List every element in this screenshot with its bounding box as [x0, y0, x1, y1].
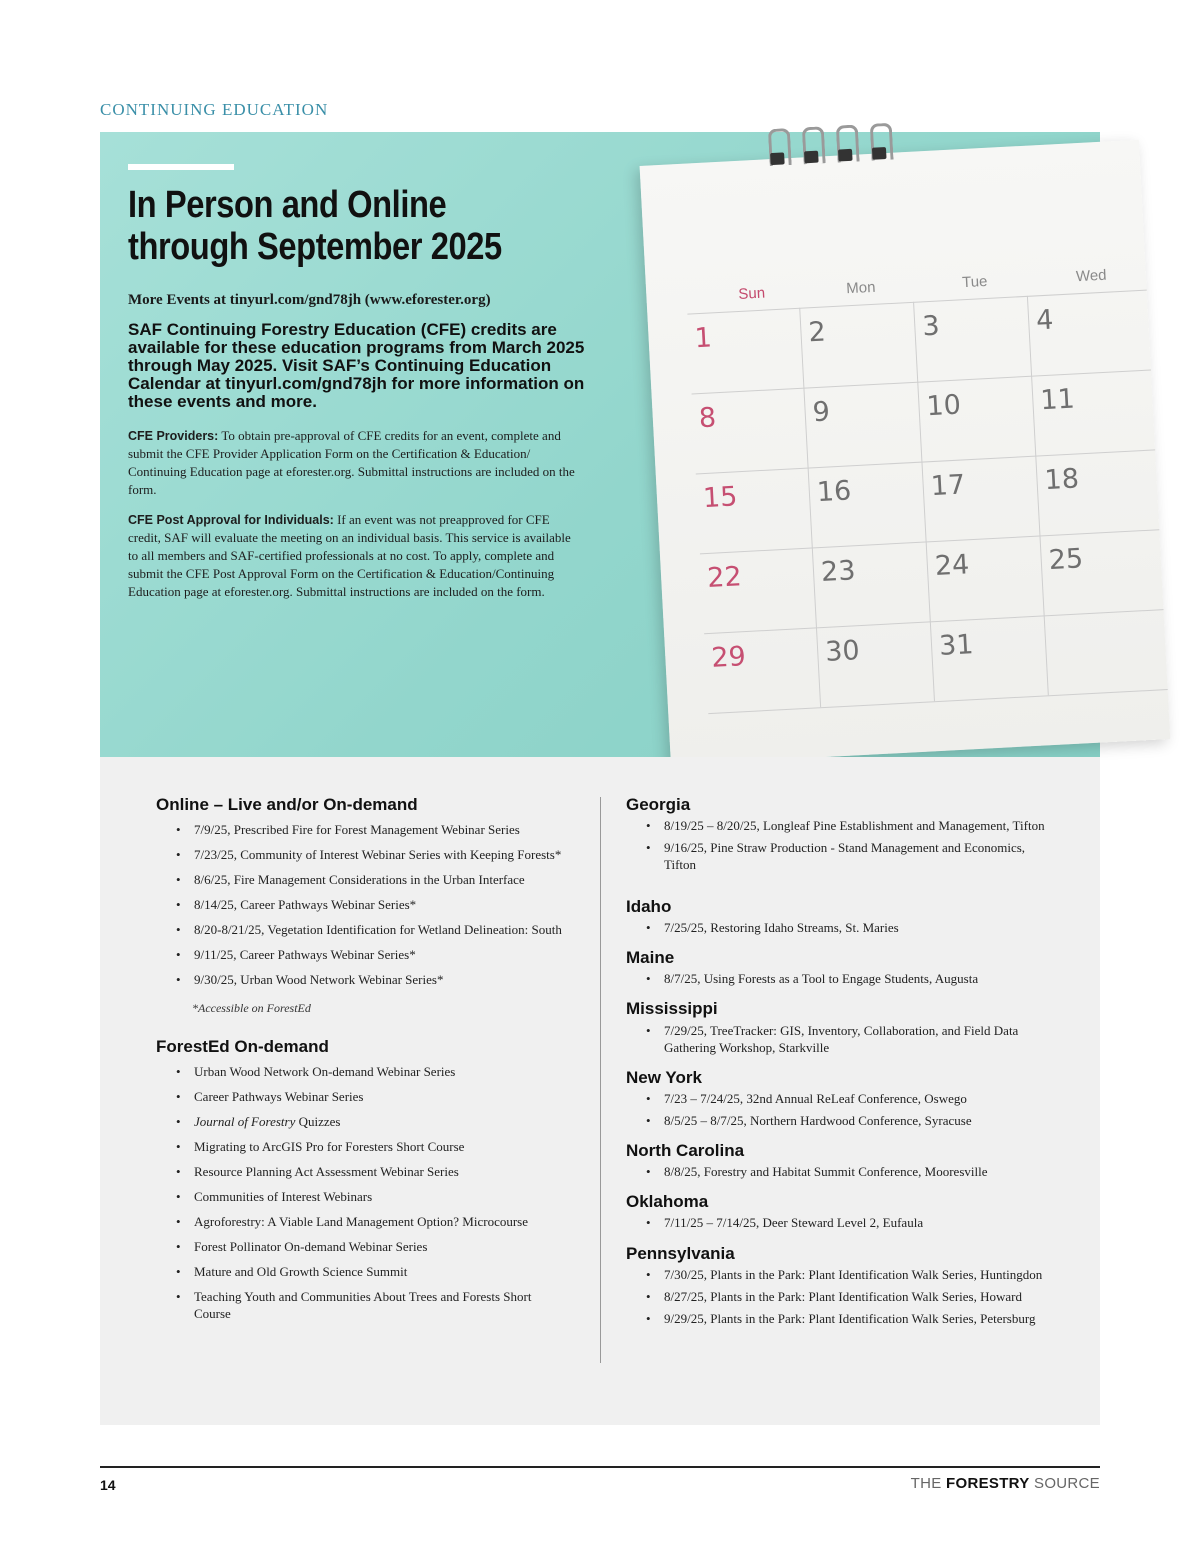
- calendar-date: 4: [1035, 304, 1055, 337]
- forested-list: [176, 1063, 556, 1330]
- cfe-providers-label: CFE Providers:: [128, 429, 219, 443]
- ring-hole-icon: [770, 152, 785, 165]
- list-item: • 9/16/25, Pine Straw Production - Stand Management and Economics, Tifton: [646, 839, 1046, 873]
- list-item: • 8/7/25, Using Forests as a Tool to Engage Students, Augusta: [646, 970, 1046, 987]
- calendar-image: [638, 109, 1191, 775]
- calendar-date: 11: [1039, 383, 1076, 417]
- online-heading: Online – Live and/or On-demand: [156, 795, 418, 814]
- state-heading-north-carolina: North Carolina: [626, 1141, 745, 1160]
- north-carolina-list: [646, 1163, 1046, 1185]
- list-item: • 8/20-8/21/25, Vegetation Identification for Wetland Delineation: South: [176, 921, 596, 938]
- column-divider: [600, 797, 601, 1363]
- calendar-date: 2: [807, 316, 827, 349]
- calendar-date: 9: [811, 396, 831, 429]
- calendar-date: 10: [925, 389, 962, 423]
- day-name-tue: Tue: [961, 272, 988, 292]
- state-heading-new-york: New York: [626, 1068, 702, 1087]
- more-events-link[interactable]: More Events at tinyurl.com/gnd78jh (www.eforester.org): [128, 292, 491, 308]
- calendar-date: 29: [710, 641, 747, 674]
- calendar-date: 23: [820, 555, 857, 588]
- calendar-page: [640, 140, 1171, 765]
- section-label: CONTINUING EDUCATION: [100, 100, 329, 119]
- list-item: • 9/30/25, Urban Wood Network Webinar Series*: [176, 971, 596, 988]
- list-item: [176, 1113, 556, 1130]
- quizzes-suffix: Quizzes: [295, 1114, 341, 1129]
- list-item: • Agroforestry: A Viable Land Management Option? Microcourse: [176, 1213, 556, 1230]
- list-item: • 7/23/25, Community of Interest Webinar Series with Keeping Forests*: [176, 846, 596, 863]
- calendar-date: 25: [1047, 543, 1084, 577]
- list-item: • 8/6/25, Fire Management Considerations in the Urban Interface: [176, 871, 596, 888]
- list-item: • 8/19/25 – 8/20/25, Longleaf Pine Establishment and Management, Tifton: [646, 817, 1046, 834]
- list-item: • 8/8/25, Forestry and Habitat Summit Conference, Mooresville: [646, 1163, 1046, 1180]
- state-heading-maine: Maine: [626, 948, 675, 967]
- page-title: [128, 184, 575, 268]
- state-heading-mississippi: Mississippi: [626, 999, 718, 1018]
- state-heading-oklahoma: Oklahoma: [626, 1192, 709, 1211]
- list-item: • Career Pathways Webinar Series: [176, 1088, 556, 1105]
- list-item: • Resource Planning Act Assessment Webinar Series: [176, 1163, 556, 1180]
- list-item: • 7/11/25 – 7/14/25, Deer Steward Level 2, Eufaula: [646, 1214, 1046, 1231]
- calendar-date: 17: [929, 469, 966, 503]
- calendar-date: 31: [938, 629, 975, 662]
- calendar-date: 1: [693, 322, 713, 355]
- calendar-grid-line: [700, 529, 1159, 554]
- calendar-date: 30: [824, 635, 861, 668]
- list-item: • Migrating to ArcGIS Pro for Foresters Short Course: [176, 1138, 556, 1155]
- cfe-providers-paragraph: [128, 427, 578, 499]
- list-item: • Forest Pollinator On-demand Webinar Series: [176, 1238, 556, 1255]
- state-heading-georgia: Georgia: [626, 795, 691, 814]
- calendar-grid-line: [696, 449, 1155, 474]
- list-item: • 8/14/25, Career Pathways Webinar Series*: [176, 896, 596, 913]
- ring-hole-icon: [804, 151, 819, 164]
- mississippi-list: [646, 1022, 1046, 1061]
- calendar-grid-line: [704, 609, 1163, 634]
- ring-hole-icon: [838, 149, 853, 162]
- list-item: • 8/5/25 – 8/7/25, Northern Hardwood Conference, Syracuse: [646, 1112, 1046, 1129]
- cfe-post-approval-paragraph: [128, 511, 578, 601]
- list-item: • 7/29/25, TreeTracker: GIS, Inventory, Collaboration, and Field Data Gathering Workshop, Starkville: [646, 1022, 1046, 1056]
- list-item: • 9/29/25, Plants in the Park: Plant Identification Walk Series, Petersburg: [646, 1310, 1046, 1327]
- pennsylvania-list: [646, 1266, 1046, 1332]
- georgia-list: [646, 817, 1046, 878]
- list-item: • Communities of Interest Webinars: [176, 1188, 556, 1205]
- oklahoma-list: [646, 1214, 1046, 1236]
- calendar-date: 8: [698, 402, 717, 435]
- title-line-2: through September 2025: [128, 226, 502, 268]
- cfe-lead-paragraph: SAF Continuing Forestry Education (CFE) credits are available for these education programs from March 2025 through May 2025. Visit SAF’s Continuing Education Calendar at tinyurl.com/gnd78jh for more information on these events and more.: [128, 320, 585, 411]
- calendar-grid-line: [708, 689, 1167, 714]
- cfe-providers-text: To obtain pre-approval of CFE credits for an event, complete and submit the CFE Provider Application Form on the Certification & Education/ Continuing Education page at eforester.org. Submittal instructions are included on the form.: [128, 428, 575, 497]
- day-name-sun: Sun: [737, 284, 766, 303]
- title-accent-bar: [128, 164, 234, 170]
- list-item: • 9/11/25, Career Pathways Webinar Series*: [176, 946, 596, 963]
- new-york-list: [646, 1090, 1046, 1134]
- magazine-name-end: SOURCE: [1029, 1475, 1100, 1492]
- cfe-post-approval-label: CFE Post Approval for Individuals:: [128, 513, 334, 527]
- cfe-post-approval-text: If an event was not preapproved for CFE credit, SAF will evaluate the meeting on an individual basis. This service is available to all members and SAF-certified professionals at no cost. To apply, complete and submit the CFE Post Approval Form on the Certification & Education/Continuing Education page at eforester.org. Submittal instructions are included on the form.: [128, 512, 571, 599]
- list-item: • 7/9/25, Prescribed Fire for Forest Management Webinar Series: [176, 821, 596, 838]
- idaho-list: [646, 919, 1046, 941]
- calendar-date: 15: [702, 481, 739, 515]
- state-heading-idaho: Idaho: [626, 897, 672, 916]
- title-line-1: In Person and Online: [128, 184, 447, 226]
- journal-title: Journal of Forestry: [194, 1114, 296, 1129]
- ring-hole-icon: [872, 147, 887, 160]
- footer-rule: [100, 1466, 1100, 1468]
- list-item: • 7/30/25, Plants in the Park: Plant Identification Walk Series, Huntingdon: [646, 1266, 1046, 1283]
- list-item: • Mature and Old Growth Science Summit: [176, 1263, 556, 1280]
- maine-list: [646, 970, 1046, 992]
- events-section: [100, 757, 1100, 1425]
- footnote: *Accessible on ForestEd: [192, 1001, 311, 1015]
- calendar-date: 22: [706, 561, 743, 594]
- state-heading-pennsylvania: Pennsylvania: [626, 1244, 735, 1263]
- forested-heading: ForestEd On-demand: [156, 1037, 329, 1056]
- calendar-grid-line: [692, 369, 1151, 394]
- list-item: • Teaching Youth and Communities About Trees and Forests Short Course: [176, 1288, 556, 1322]
- day-name-wed: Wed: [1075, 266, 1107, 286]
- list-item: • Urban Wood Network On-demand Webinar Series: [176, 1063, 556, 1080]
- page-number: 14: [100, 1477, 116, 1493]
- day-name-mon: Mon: [845, 278, 876, 298]
- list-item: • 8/27/25, Plants in the Park: Plant Identification Walk Series, Howard: [646, 1288, 1046, 1305]
- list-item: • 7/25/25, Restoring Idaho Streams, St. Maries: [646, 919, 1046, 936]
- list-item: • 7/23 – 7/24/25, 32nd Annual ReLeaf Conference, Oswego: [646, 1090, 1046, 1107]
- calendar-date: 16: [816, 475, 853, 509]
- calendar-date: 18: [1043, 463, 1080, 497]
- calendar-date: 3: [921, 310, 941, 343]
- calendar-binding-rings: [768, 122, 910, 179]
- magazine-name-the: THE: [910, 1475, 947, 1492]
- calendar-date: 24: [934, 549, 971, 583]
- magazine-name-bold: FORESTRY: [946, 1475, 1030, 1492]
- hero-banner: [100, 132, 1107, 757]
- magazine-name: [911, 1475, 1100, 1492]
- online-events-list: [176, 821, 596, 996]
